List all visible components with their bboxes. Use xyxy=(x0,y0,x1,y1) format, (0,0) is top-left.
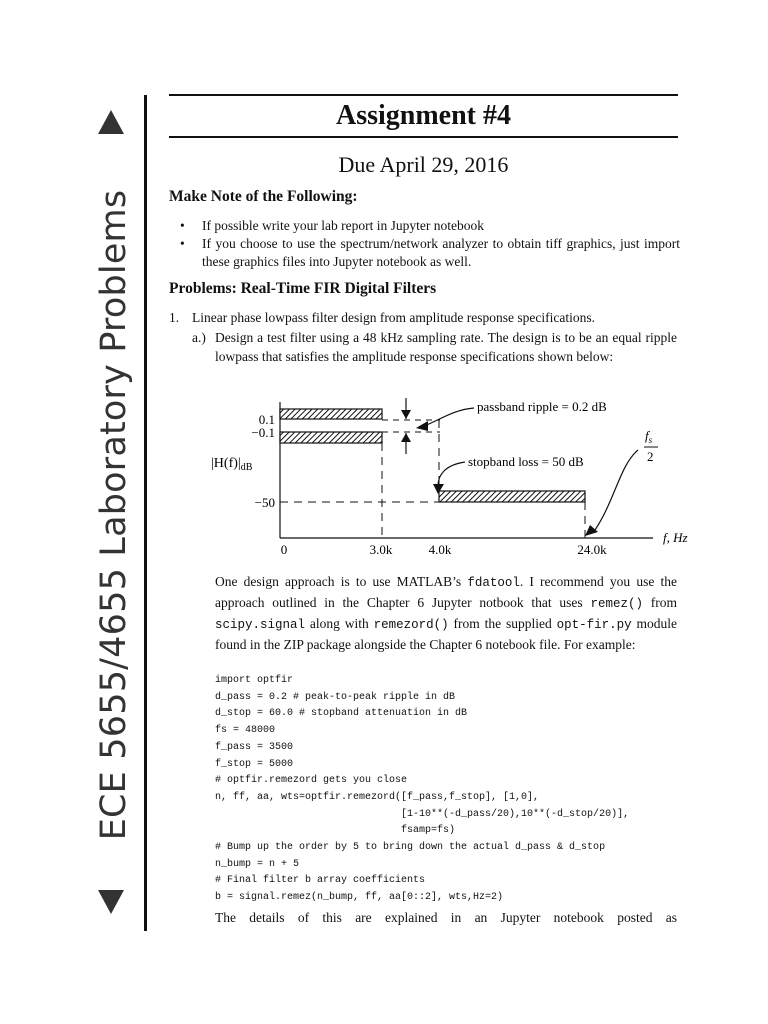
part-a-text: Design a test filter using a 48 kHz sampling rate. The design is to be an equal ripple lowpass that satisfies the amplitude response specifications shown below: xyxy=(215,330,677,364)
passband-upper-band xyxy=(280,409,382,419)
due-date: Due April 29, 2016 xyxy=(338,152,509,177)
x-tick-label: 0 xyxy=(280,542,288,557)
problem-number: 1. xyxy=(169,310,180,325)
code-line: # Bump up the order by 5 to bring down the actual d_pass & d_stop xyxy=(215,842,606,854)
up-triangle-icon xyxy=(98,110,124,134)
y-tick-label: 0.1 xyxy=(258,412,275,427)
bullet-icon: • xyxy=(180,236,185,251)
code-line: b = signal.remez(n_bump, ff, aa[0::2], wts,Hz=2) xyxy=(215,892,504,904)
title-rule xyxy=(169,136,678,138)
stopband-annotation: stopband loss = 50 dB xyxy=(468,454,584,469)
code-span: fdatool xyxy=(467,576,520,590)
code-span: opt-fir.py xyxy=(556,618,632,632)
problems-heading: Problems: Real-Time FIR Digital Filters xyxy=(169,280,437,297)
page-title: Assignment #4 xyxy=(335,100,511,131)
y-tick-label: −50 xyxy=(254,495,275,510)
details-paragraph: The details of this are explained in an Jupyter notebook posted as xyxy=(215,910,677,925)
text-span: from the supplied xyxy=(448,616,557,631)
amplitude-spec-figure xyxy=(211,390,700,565)
x-tick-label: 24.0k xyxy=(577,542,607,557)
down-triangle-icon xyxy=(98,890,124,914)
list-item xyxy=(180,235,680,271)
passband-annotation: passband ripple = 0.2 dB xyxy=(477,399,607,414)
x-tick-label: 3.0k xyxy=(369,542,393,557)
text-span: One design approach is to use MATLAB’s xyxy=(215,574,468,589)
part-label: a.) xyxy=(192,330,206,345)
code-span: scipy.signal xyxy=(215,618,306,632)
bullet-icon: • xyxy=(180,218,185,233)
ripple-arrow-down xyxy=(401,410,411,419)
text-span: along with xyxy=(305,616,374,631)
code-line: [1-10**(-d_pass/20),10**(-d_stop/20)], xyxy=(215,808,630,820)
problem-text: Linear phase lowpass filter design from amplitude response specifications. xyxy=(192,310,596,325)
fs-annotation: $f_s$ xyxy=(645,428,653,445)
code-line: fs = 48000 xyxy=(215,725,276,737)
text-span: module found in the ZIP package alongside the Chapter 6 notebook file. For example: xyxy=(215,616,677,652)
stopband-band xyxy=(439,491,585,502)
code-line: f_stop = 5000 xyxy=(215,758,294,770)
code-line: n_bump = n + 5 xyxy=(215,858,300,870)
sidebar-title: ECE 5655/4655 Laboratory Problems xyxy=(94,189,134,841)
x-tick-label: 4.0k xyxy=(428,542,452,557)
code-line: # Final filter b array coefficients xyxy=(215,875,426,887)
code-line: import optfir xyxy=(215,675,294,686)
code-line: d_pass = 0.2 # peak-to-peak ripple in dB xyxy=(215,691,456,703)
note-list xyxy=(180,217,680,271)
note-heading: Make Note of the Following: xyxy=(169,188,358,205)
x-axis-label: f, Hz xyxy=(663,530,688,545)
top-rule xyxy=(169,94,678,96)
sidebar-rule xyxy=(144,95,147,931)
text-span: from xyxy=(642,595,677,610)
list-item-text: If possible write your lab report in Jupyter notebook xyxy=(202,218,484,233)
fs-denominator: 2 xyxy=(647,449,654,464)
code-span: remezord() xyxy=(373,618,449,632)
passband-lower-band xyxy=(280,432,382,443)
code-line: n, ff, aa, wts=optfir.remezord([f_pass,f_stop], [1,0], xyxy=(215,791,540,803)
text-span: . I recommend you use the approach outlined in the Chapter 6 Jupyter notbook that uses xyxy=(215,574,677,610)
ripple-arrow-up xyxy=(401,433,411,442)
code-line: # optfir.remezord gets you close xyxy=(215,775,408,787)
list-item xyxy=(180,217,680,235)
code-line: f_pass = 3500 xyxy=(215,741,294,753)
code-line: fsamp=fs) xyxy=(215,825,456,837)
code-block xyxy=(215,673,629,907)
y-axis-label: $|H(f)|_{dB}$ xyxy=(211,456,253,473)
code-line: d_stop = 60.0 # stopband attenuation in dB xyxy=(215,708,468,720)
code-span: remez() xyxy=(590,597,643,611)
list-item-text: If you choose to use the spectrum/network analyzer to obtain tiff graphics, just import these graphics files into Jupyter notebook as well. xyxy=(202,236,680,269)
design-approach-paragraph xyxy=(215,572,677,654)
y-tick-label: −0.1 xyxy=(251,425,275,440)
